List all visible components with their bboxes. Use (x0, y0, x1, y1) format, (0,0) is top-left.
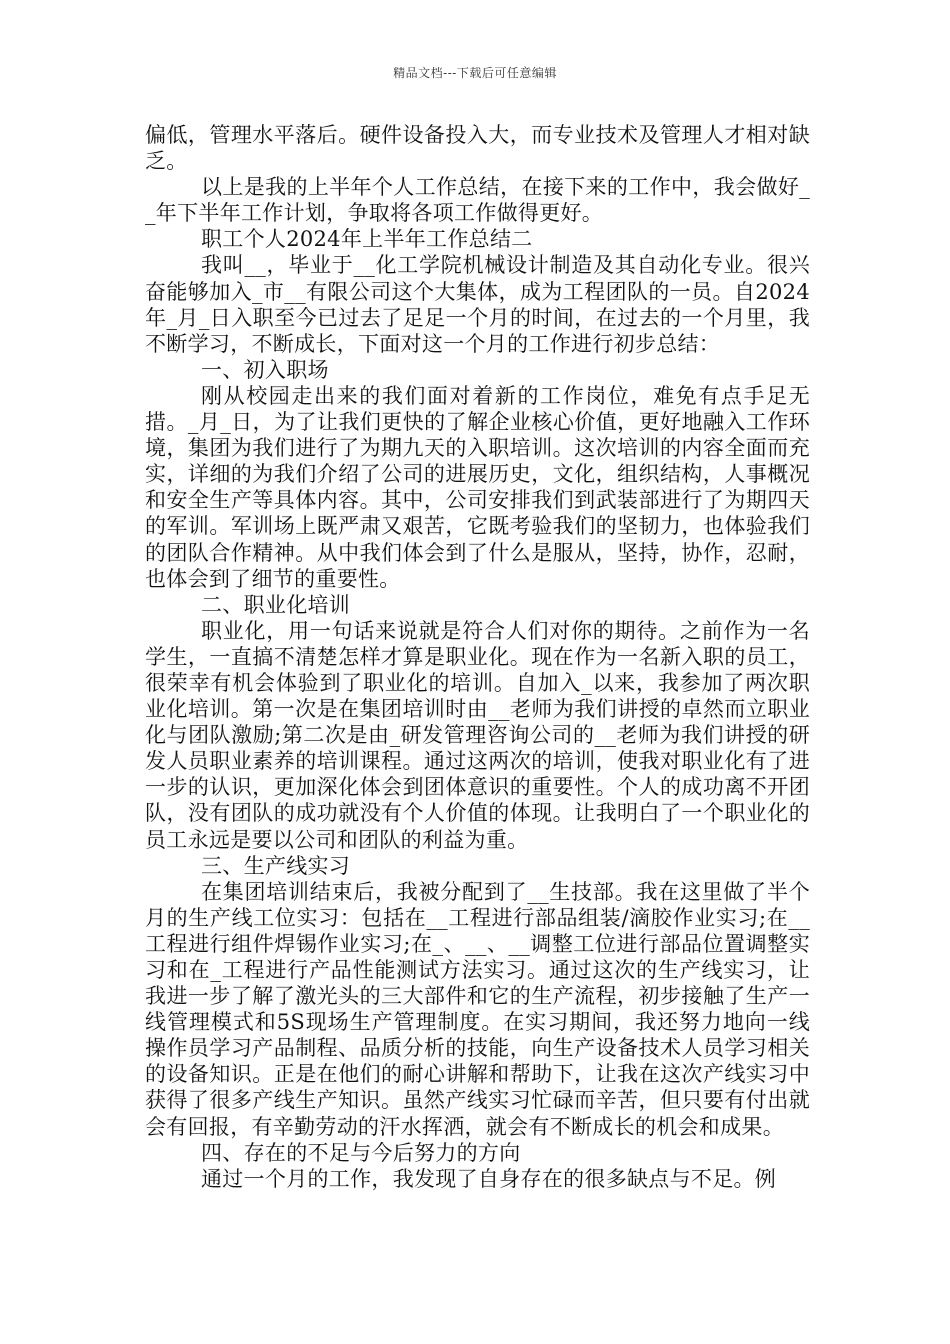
paragraph-intro-end: 偏低，管理水平落后。硬件设备投入大，而专业技术及管理人才相对缺乏。 (145, 123, 810, 174)
section-title: 职工个人2024年上半年工作总结二 (201, 227, 533, 252)
heading-professional-training: 二、职业化培训 (201, 592, 351, 617)
heading-entering-workplace: 一、初入职场 (201, 357, 329, 382)
paragraph-self-introduction: 我叫__，毕业于__化工学院机械设计制造及其自动化专业。很兴奋能够加入_市__有限公司这个大集体，成为工程团队的一员。自2024年_月_日入职至今已过去了足足一个月的时间，在过去的一个月里，我不断学习，不断成长，下面对这一个月的工作进行初步总结： (145, 253, 810, 356)
paragraph-professional-training: 职业化，用一句话来说就是符合人们对你的期待。之前作为一名学生，一直搞不清楚怎样才算是职业化。现在作为一名新入职的员工，很荣幸有机会体验到了职业化的培训。自加入_以来，我参加了两次职业化培训。第一次是在集团培训时由__老师为我们讲授的卓然而立职业化与团队激励;第二次是由_研发管理咨询公司的__老师为我们讲授的研发人员职业素养的培训课程。通过这两次的培训，使我对职业化有了进一步的认识，更加深化体会到团体意识的重要性。个人的成功离不开团队，没有团队的成功就没有个人价值的体现。让我明白了一个职业化的员工永远是要以公司和团队的利益为重。 (145, 618, 810, 852)
paragraph-shortcomings: 通过一个月的工作，我发现了自身存在的很多缺点与不足。例 (201, 1166, 777, 1191)
paragraph-production-internship: 在集团培训结束后，我被分配到了__生技部。我在这里做了半个月的生产线工位实习：包括在__工程进行部品组装/滴胶作业实习;在__工程进行组件焊锡作业实习;在_、__、__调整工位进行部品位置调整实习和在_工程进行产品性能测试方法实习。通过这次的生产线实习，让我进一步了解了激光头的三大部件和它的生产流程，初步接触了生产一线管理模式和5S现场生产管理制度。在实习期间，我还努力地向一线操作员学习产品制程、品质分析的技能，向生产设备技术人员学习相关的设备知识。正是在他们的耐心讲解和帮助下，让我在这次产线实习中获得了很多产线生产知识。虽然产线实习忙碌而辛苦，但只要有付出就会有回报，有辛勤劳动的汗水挥洒，就会有不断成长的机会和成果。 (145, 879, 810, 1139)
page-header: 精品文档---下载后可任意编辑 (393, 66, 557, 80)
paragraph-summary-conclusion: 以上是我的上半年个人工作总结，在接下来的工作中，我会做好__年下半年工作计划，争取将各项工作做得更好。 (145, 175, 810, 226)
paragraph-entering-workplace: 刚从校园走出来的我们面对着新的工作岗位，难免有点手足无措。_月_日，为了让我们更快的了解企业核心价值，更好地融入工作环境，集团为我们进行了为期九天的入职培训。这次培训的内容全面而充实，详细的为我们介绍了公司的进展历史，文化，组织结构，人事概况和安全生产等具体内容。其中，公司安排我们到武装部进行了为期四天的军训。军训场上既严肃又艰苦，它既考验我们的坚韧力，也体验我们的团队合作精神。从中我们体会到了什么是服从，坚持，协作，忍耐，也体会到了细节的重要性。 (145, 383, 810, 591)
heading-shortcomings: 四、存在的不足与今后努力的方向 (201, 1140, 521, 1165)
heading-production-internship: 三、生产线实习 (201, 853, 351, 878)
document-body (145, 122, 810, 1192)
